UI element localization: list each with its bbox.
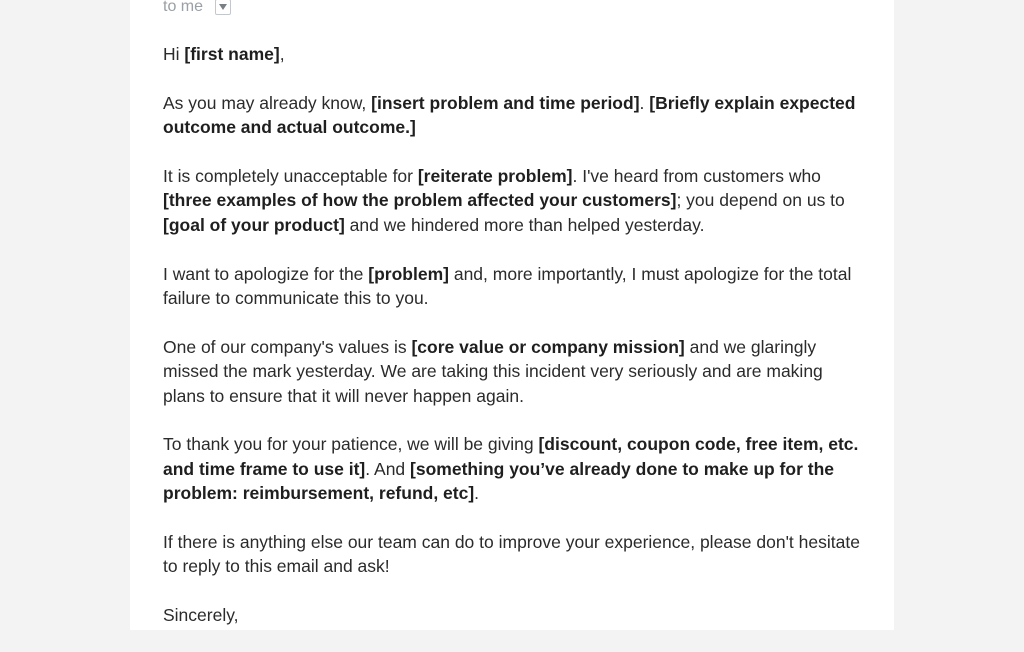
recipient-label: to me bbox=[163, 0, 204, 15]
placeholder-text: [core value or company mission] bbox=[411, 336, 685, 357]
placeholder-text: [discount, coupon code, free item, etc. and time frame to use it] bbox=[163, 434, 859, 479]
email-closing: Sincerely, bbox=[163, 605, 239, 626]
placeholder-text: [reiterate problem] bbox=[417, 166, 573, 186]
placeholder-text: [goal of your product] bbox=[163, 214, 345, 235]
recipient-details-dropdown[interactable] bbox=[215, 0, 231, 15]
placeholder-text: [Briefly explain expected outcome and actual outcome.] bbox=[163, 92, 856, 138]
email-greeting: Hi [first name], bbox=[163, 44, 285, 64]
email-paragraph-2: It is completely unacceptable for [reiterate problem]. I've heard from customers who [three examples of how the problem affected your customers]; you depend on us to [goal of your product] and we hindered more than helped yesterday. bbox=[163, 166, 845, 235]
email-paragraph-5: To thank you for your patience, we will be giving [discount, coupon code, free item, etc. and time frame to use it]. And [something you’ve already done to make up for the problem: reimbursement, refund, etc]. bbox=[163, 434, 859, 504]
email-paragraph-4: One of our company's values is [core value or company mission] and we glaringly missed the mark yesterday. We are taking this incident very seriously and are making plans to ensure that it will never happen again. bbox=[163, 336, 823, 406]
placeholder-text: [three examples of how the problem affected your customers] bbox=[163, 190, 677, 211]
email-message-panel bbox=[130, 0, 894, 630]
placeholder-text: [something you’ve already done to make up for the problem: reimbursement, refund, etc] bbox=[163, 458, 834, 504]
email-paragraph-6: If there is anything else our team can do to improve your experience, please don't hesitate to reply to this email and ask! bbox=[163, 532, 860, 577]
email-paragraph-1: As you may already know, [insert problem and time period]. [Briefly explain expected outcome and actual outcome.] bbox=[163, 92, 856, 138]
placeholder-text: [first name] bbox=[184, 44, 280, 64]
placeholder-text: [insert problem and time period] bbox=[371, 92, 640, 113]
triangle-down-icon bbox=[219, 4, 227, 10]
email-body bbox=[163, 42, 863, 652]
placeholder-text: [problem] bbox=[368, 263, 449, 284]
recipient-line bbox=[163, 0, 231, 17]
email-paragraph-3: I want to apologize for the [problem] and, more importantly, I must apologize for the total failure to communicate this to you. bbox=[163, 263, 852, 309]
